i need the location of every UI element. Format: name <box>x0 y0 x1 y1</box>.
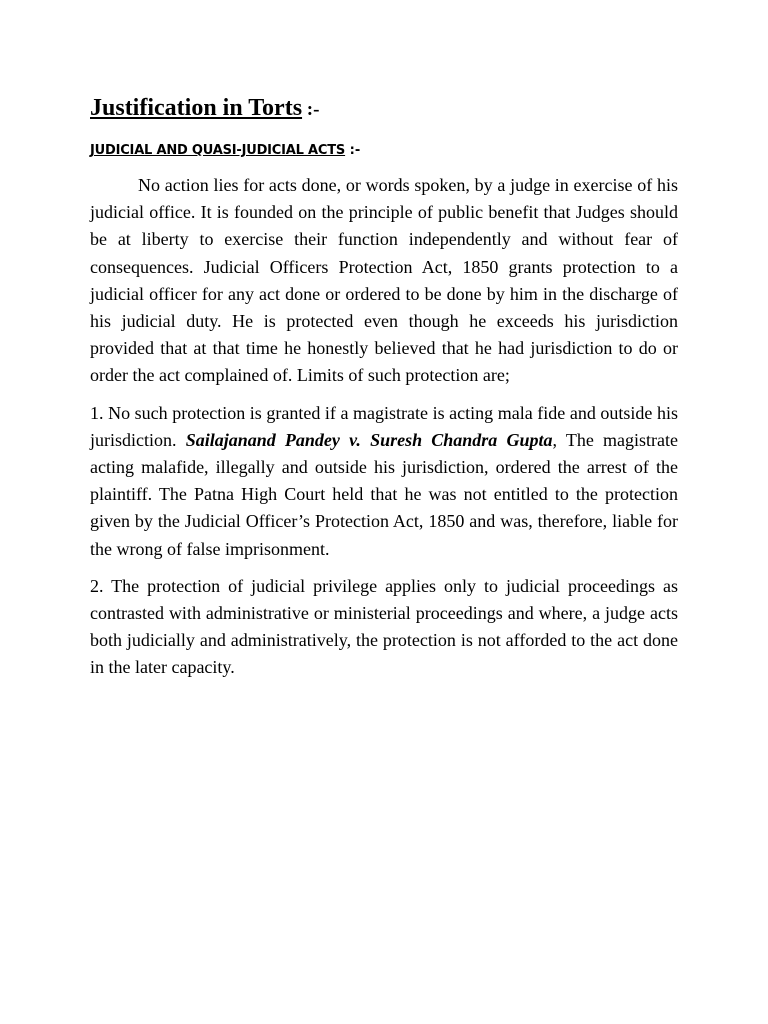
list-item-2: 2. The protection of judicial privilege applies only to judicial proceedings as contrasted with administrative or ministerial proceedings and where, a judge acts both judicially and administratively, the protection is not afforded to the act done in the later capacity. <box>90 575 678 678</box>
page-title-suffix: :- <box>302 99 320 120</box>
page-title <box>90 92 678 126</box>
section-heading-suffix: :- <box>345 143 361 158</box>
section-heading-text: JUDICIAL AND QUASI-JUDICIAL ACTS <box>90 143 346 158</box>
case-citation: Sailajanand Pandey v. Suresh Chandra Gupta <box>185 429 553 450</box>
list-item-1-text-end: , The magistrate acting malafide, illegally and outside his jurisdiction, ordered the arrest of the plaintiff. The Patna High Court held that he was not entitled to the protection given by the Judicial Officer’s Protection Act, 1850 and was, therefore, liable for the wrong of false imprisonment. <box>90 429 679 559</box>
document-page <box>90 92 678 682</box>
list-item-1-text-start: 1. No such protection is granted if a magistrate is acting mala fide and outside his jurisdiction. <box>90 402 678 450</box>
page-title-text: Justification in Torts <box>90 95 303 121</box>
list-item-1 <box>90 400 678 563</box>
section-heading <box>90 140 678 162</box>
intro-paragraph: No action lies for acts done, or words spoken, by a judge in exercise of his judicial office. It is founded on the principle of public benefit that Judges should be at liberty to exercise their function independently and without fear of consequences. Judicial Officers Protection Act, 1850 grants protection to a judicial officer for any act done or ordered to be done by him in the discharge of his judicial duty. He is protected even though he exceeds his jurisdiction provided that at that time he honestly believed that he had jurisdiction to do or order the act complained of. Limits of such protection are; <box>90 175 678 386</box>
